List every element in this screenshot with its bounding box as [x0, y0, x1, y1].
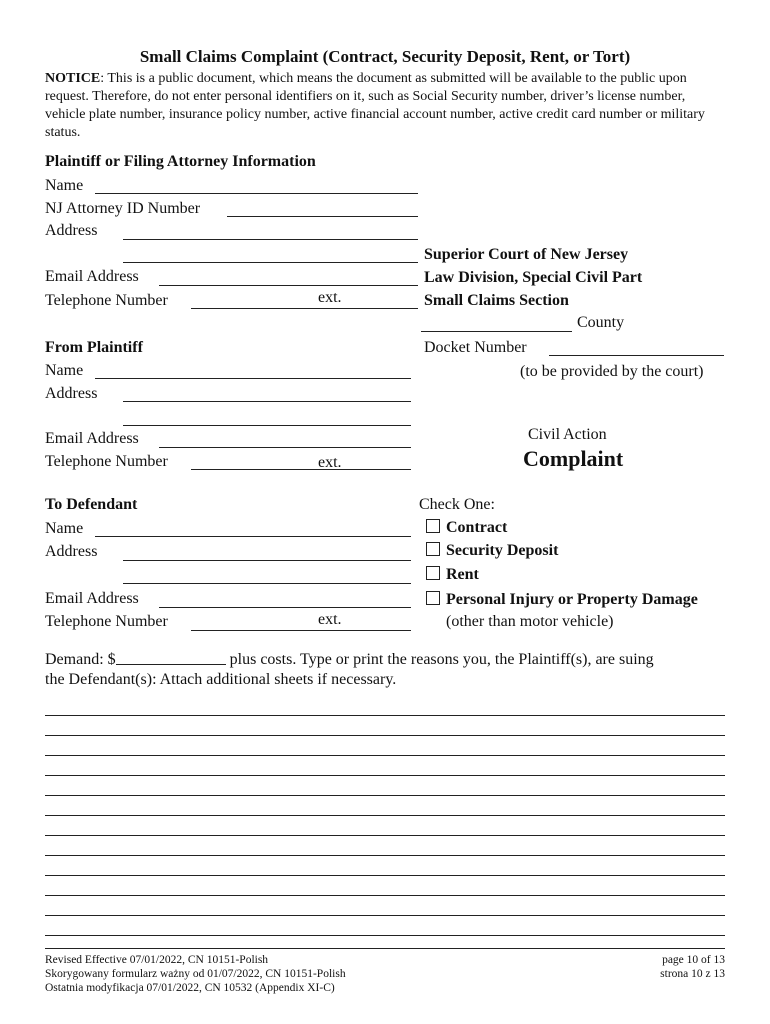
defendant-email-field[interactable]: [159, 607, 411, 608]
attorney-address-field-1[interactable]: [123, 239, 418, 240]
footer-revision-pl: Skorygowany formularz ważny od 01/07/2022, CN 10151-Polish: [45, 968, 346, 980]
defendant-address-label: Address: [45, 543, 98, 560]
footer-page-en: page 10 of 13: [662, 954, 725, 966]
attorney-name-field[interactable]: [95, 193, 418, 194]
defendant-email-label: Email Address: [45, 590, 139, 607]
plaintiff-telephone-field[interactable]: [191, 469, 411, 470]
option-rent-label: Rent: [446, 566, 479, 583]
reason-line[interactable]: [45, 735, 725, 736]
footer-divider: [45, 948, 725, 949]
footer-revision-appendix: Ostatnia modyfikacja 07/01/2022, CN 10532 (Appendix XI-C): [45, 982, 335, 994]
attorney-name-label: Name: [45, 177, 84, 194]
attorney-email-label: Email Address: [45, 268, 139, 285]
plaintiff-address-field-2[interactable]: [123, 425, 411, 426]
docket-number-field[interactable]: [549, 355, 724, 356]
option-personal-injury-label: Personal Injury or Property Damage: [446, 591, 698, 608]
defendant-telephone-field[interactable]: [191, 630, 411, 631]
checkbox-contract[interactable]: [426, 519, 440, 533]
reason-line[interactable]: [45, 795, 725, 796]
plaintiff-address-label: Address: [45, 385, 98, 402]
reason-line[interactable]: [45, 895, 725, 896]
option-contract[interactable]: [426, 518, 507, 538]
reason-line[interactable]: [45, 815, 725, 816]
notice-label: NOTICE: [45, 71, 101, 86]
option-contract-label: Contract: [446, 519, 508, 536]
attorney-address-field-2[interactable]: [123, 262, 418, 263]
attorney-telephone-label: Telephone Number: [45, 292, 168, 309]
plaintiff-address-field-1[interactable]: [123, 401, 411, 402]
defendant-telephone-label: Telephone Number: [45, 613, 168, 630]
option-security-deposit-label: Security Deposit: [446, 542, 559, 559]
reason-line[interactable]: [45, 855, 725, 856]
reason-line[interactable]: [45, 775, 725, 776]
defendant-address-field-2[interactable]: [123, 583, 411, 584]
reason-line[interactable]: [45, 875, 725, 876]
reason-line[interactable]: [45, 935, 725, 936]
attorney-email-field[interactable]: [159, 285, 418, 286]
docket-note: (to be provided by the court): [520, 363, 704, 380]
check-one-label: Check One:: [419, 496, 495, 513]
notice-text: [45, 70, 725, 142]
reason-line[interactable]: [45, 755, 725, 756]
notice-body: : This is a public document, which means the document as submitted will be available to the public upon request. Therefore, do not enter personal identifiers on it, such as Social Security number, driver’s license number, vehicle plate number, insurance policy number, active financial account number, active credit card number or military status.: [45, 71, 705, 140]
option-personal-injury[interactable]: [426, 590, 698, 610]
checkbox-security-deposit[interactable]: [426, 542, 440, 556]
checkbox-rent[interactable]: [426, 566, 440, 580]
demand-line: [45, 650, 654, 670]
plaintiff-ext-label: ext.: [318, 454, 342, 471]
demand-prefix: Demand: $: [45, 651, 116, 668]
footer-page-pl: strona 10 z 13: [660, 968, 725, 980]
demand-suffix: plus costs. Type or print the reasons you, the Plaintiff(s), are suing: [225, 651, 654, 668]
reason-line[interactable]: [45, 835, 725, 836]
page-title: Small Claims Complaint (Contract, Security Deposit, Rent, or Tort): [139, 47, 631, 66]
county-field[interactable]: [421, 331, 572, 332]
plaintiff-telephone-label: Telephone Number: [45, 453, 168, 470]
defendant-name-field[interactable]: [95, 536, 411, 537]
docket-number-label: Docket Number: [424, 339, 527, 356]
defendant-name-label: Name: [45, 520, 84, 537]
attorney-address-label: Address: [45, 222, 98, 239]
checkbox-personal-injury[interactable]: [426, 591, 440, 605]
option-personal-injury-note: (other than motor vehicle): [446, 613, 614, 630]
court-division: Law Division, Special Civil Part: [424, 269, 643, 286]
demand-amount-field[interactable]: [116, 650, 226, 665]
option-rent[interactable]: [426, 565, 479, 585]
plaintiff-name-field[interactable]: [95, 378, 411, 379]
demand-line-2: the Defendant(s): Attach additional sheets if necessary.: [45, 671, 397, 688]
attorney-ext-label: ext.: [318, 289, 342, 306]
court-name: Superior Court of New Jersey: [424, 246, 629, 263]
option-security-deposit[interactable]: [426, 541, 558, 561]
attorney-id-field[interactable]: [227, 216, 418, 217]
to-defendant-heading: To Defendant: [45, 496, 138, 513]
reason-line[interactable]: [45, 915, 725, 916]
from-plaintiff-heading: From Plaintiff: [45, 339, 143, 356]
plaintiff-email-field[interactable]: [159, 447, 411, 448]
attorney-telephone-field[interactable]: [191, 308, 418, 309]
civil-action-label: Civil Action: [528, 426, 607, 443]
plaintiff-email-label: Email Address: [45, 430, 139, 447]
attorney-id-label: NJ Attorney ID Number: [45, 200, 201, 217]
county-label: County: [577, 314, 625, 331]
defendant-ext-label: ext.: [318, 611, 342, 628]
plaintiff-name-label: Name: [45, 362, 84, 379]
court-section: Small Claims Section: [424, 292, 569, 309]
complaint-label: Complaint: [523, 446, 624, 471]
plaintiff-info-heading: Plaintiff or Filing Attorney Information: [45, 153, 316, 170]
footer-revision-en: Revised Effective 07/01/2022, CN 10151-Polish: [45, 954, 269, 966]
defendant-address-field-1[interactable]: [123, 560, 411, 561]
reason-line[interactable]: [45, 715, 725, 716]
